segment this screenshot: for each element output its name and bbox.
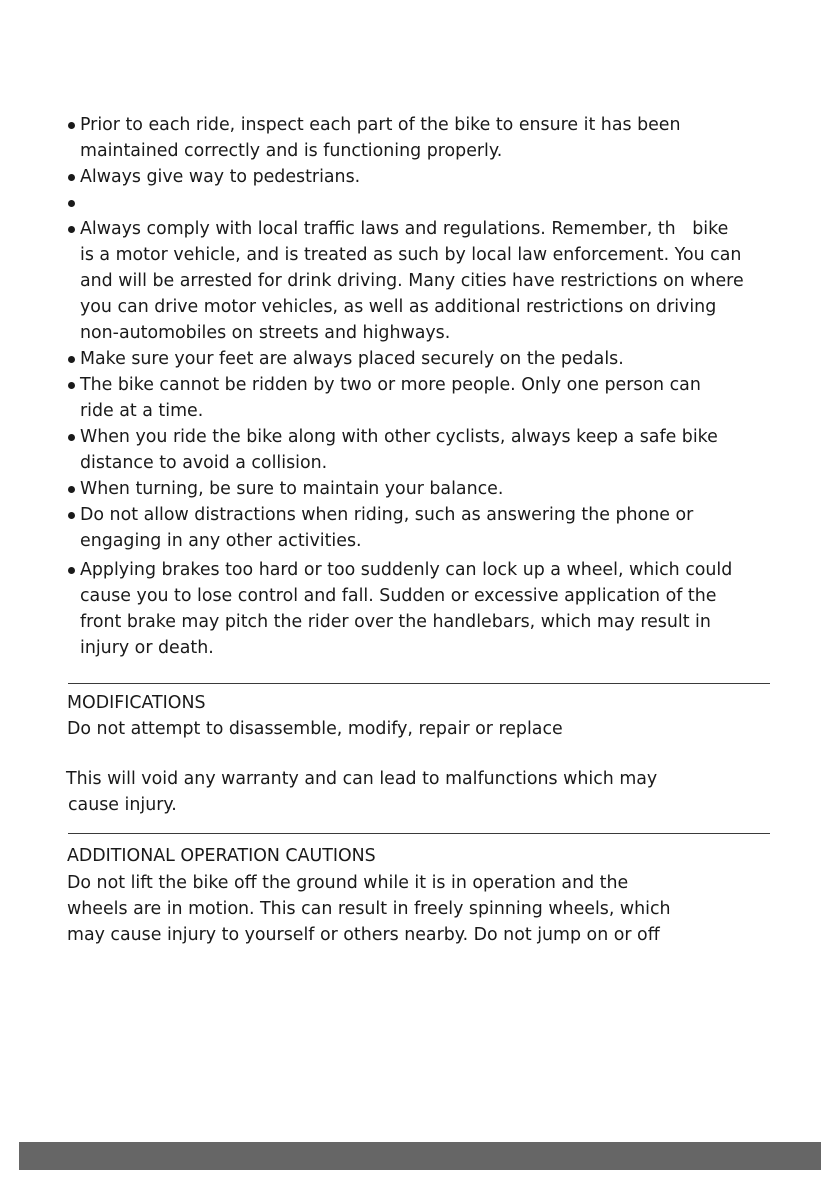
bullet-line: you can drive motor vehicles, as well as additional restrictions on driving	[80, 297, 717, 317]
bullet-line: is a motor vehicle, and is treated as such by local law enforcement. You can	[80, 245, 742, 265]
modifications-warning	[66, 766, 772, 818]
bullet-line: cause you to lose control and fall. Sudden or excessive application of the	[80, 586, 717, 606]
bullet-item	[66, 424, 772, 476]
bullet-line: and will be arrested for drink driving. Many cities have restrictions on where	[80, 271, 744, 291]
modifications-heading: MODIFICATIONS	[67, 693, 206, 713]
paragraph-line: may cause injury to yourself or others nearby. Do not jump on or off	[67, 925, 660, 945]
bullet-line: Always comply with local traffic laws and regulations. Remember, th bike	[80, 219, 729, 239]
bullet-line: distance to avoid a collision.	[80, 453, 328, 473]
bullet-line: When you ride the bike along with other cyclists, always keep a safe bike	[80, 427, 718, 447]
bullet-line: Applying brakes too hard or too suddenly can lock up a wheel, which could	[80, 560, 733, 580]
bullet-item	[66, 112, 772, 164]
footer-bar	[19, 1142, 821, 1170]
section-divider	[68, 683, 770, 684]
bullet-line: engaging in any other activities.	[80, 531, 362, 551]
bullet-line: injury or death.	[80, 638, 214, 658]
bullet-line: When turning, be sure to maintain your balance.	[80, 479, 504, 499]
bullet-line: The bike cannot be ridden by two or more people. Only one person can	[80, 375, 701, 395]
bullet-item-empty	[66, 190, 772, 216]
bullet-item	[66, 346, 772, 372]
bullet-item	[66, 372, 772, 424]
bullet-line	[80, 190, 772, 216]
additional-cautions-heading: ADDITIONAL OPERATION CAUTIONS	[67, 846, 376, 866]
bullet-item	[66, 216, 772, 346]
additional-cautions-text	[67, 870, 773, 948]
paragraph-line: cause injury.	[68, 795, 177, 815]
safety-bullet-list	[66, 112, 772, 661]
modifications-text-line	[67, 716, 773, 742]
bullet-item	[66, 502, 772, 554]
bullet-item	[66, 476, 772, 502]
bullet-line: Always give way to pedestrians.	[80, 167, 361, 187]
paragraph-line: wheels are in motion. This can result in freely spinning wheels, which	[67, 899, 671, 919]
bullet-line: non-automobiles on streets and highways.	[80, 323, 451, 343]
bullet-line: Do not allow distractions when riding, such as answering the phone or	[80, 505, 694, 525]
paragraph-line: Do not attempt to disassemble, modify, repair or replace	[67, 719, 563, 739]
paragraph-line: This will void any warranty and can lead to malfunctions which may	[66, 769, 658, 789]
bullet-line: maintained correctly and is functioning properly.	[80, 141, 503, 161]
paragraph-line: Do not lift the bike off the ground while it is in operation and the	[67, 873, 629, 893]
bullet-item	[66, 557, 772, 661]
bullet-line: Prior to each ride, inspect each part of the bike to ensure it has been	[80, 115, 681, 135]
bullet-line: ride at a time.	[80, 401, 204, 421]
section-divider	[68, 833, 770, 834]
bullet-line: Make sure your feet are always placed securely on the pedals.	[80, 349, 624, 369]
bullet-item	[66, 164, 772, 190]
bullet-line: front brake may pitch the rider over the handlebars, which may result in	[80, 612, 711, 632]
